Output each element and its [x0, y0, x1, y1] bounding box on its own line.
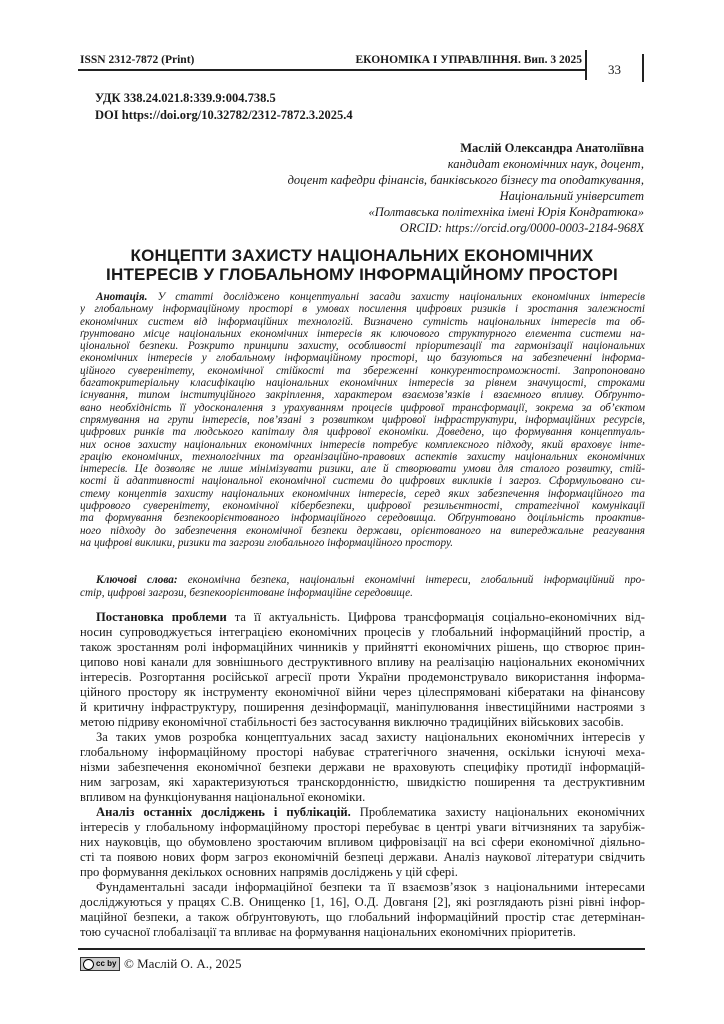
paragraph-problem [80, 610, 645, 730]
body-line: досліджуються у працях С.В. Онищенко [1, 16], О.Д. Довганя [2], які розглядають різні рівні інфор- [80, 895, 645, 909]
author-affiliation: «Полтавська політехніка імені Юрія Кондратюка» [368, 205, 644, 219]
author-orcid[interactable]: ORCID: https://orcid.org/0000-0003-2184-968X [399, 221, 644, 235]
author-affiliation: кандидат економічних наук, доцент, [447, 157, 644, 171]
abstract [80, 291, 645, 549]
cc-license-badge[interactable] [80, 957, 120, 971]
abstract-line: кості й адаптивності національної економічної системи до цифрових викликів і загроз. Сформульовано си- [80, 475, 645, 488]
abstract-line: інтересів. Це дозволяє не лише мінімізувати ризики, але й створювати умови для сталого розвитку, стій- [80, 463, 645, 476]
paragraph-conditions [80, 730, 645, 805]
body-text: та її актуальність. Цифрова трансформація соціально-економічних від- [226, 610, 645, 624]
body-line: ципово нові канали для зовнішнього деструктивного впливу на реалізацію національних економічних [80, 655, 645, 669]
body-line: глобальному інформаційному просторі набуває стратегічного значення, оскільки існуючі меха- [80, 745, 645, 759]
abstract-line: на цифрові виклики, ризики та загрози глобального інформаційного простору. [80, 536, 454, 549]
keywords-line [80, 574, 645, 587]
body-line: ційного простору як інструменту економічної війни через цілеспрямовані кібератаки на фінансову [80, 685, 645, 699]
body-line: Фундаментальні засади інформаційної безпеки та її взаємозв’язок з національними інтересами [96, 880, 645, 894]
keywords-line: стір, цифрові загрози, безпекоорієнтоване інформаційне середовище. [80, 586, 413, 599]
abstract-line: багатокритеріальну класифікацію національних економічних інтересів за рівнем значущості, строками [80, 377, 645, 390]
header-divider [585, 50, 587, 80]
abstract-line: ціональної безпеки. Розкрито принципи захисту, особливості пріоритезації та гармонізації національних [80, 340, 645, 353]
paragraph-analysis [80, 805, 645, 880]
issn: ISSN 2312-7872 (Print) [80, 54, 195, 66]
abstract-line: грацію економічних, технологічних та організаційно-правових аспектів захисту національних економічних [80, 450, 645, 463]
copyright: © Маслій О. А., 2025 [124, 956, 242, 971]
abstract-line: ґрунтовано місце національних економічних інтересів як ключового структурного елемента системи на- [80, 327, 645, 340]
body-line: носин супроводжується інтеграцією економічних процесів у глобальний інформаційний простір, а [80, 625, 645, 639]
body-line: інтересів. Розгортання російської агресії проти України продемонструвало використання інформа- [80, 670, 645, 684]
abstract-line: спрямування на групи інтересів, пов’язані з розвитком цифрової інфраструктури, інформаційних ресурсів, [80, 413, 645, 426]
body-line: нізми забезпечення економічної безпеки держави не враховують специфіку протидії інформацій- [80, 760, 645, 774]
body-line: ним загрозам, які характеризуються транскордонністю, швидкістю поширення та деструктивним [80, 775, 645, 789]
header-rule [78, 69, 586, 71]
body-line [80, 610, 645, 625]
abstract-line: у глобальному інформаційному просторі в умовах посилення цифрових ризиків і зростання залежності [80, 303, 645, 316]
abstract-line: та формування безпекоорієнтованого інформаційного середовища. Обґрунтовано доцільність проактив- [80, 512, 645, 525]
body-line: тою сучасної глобалізації та впливає на формування національних економічних пріоритетів. [80, 925, 576, 939]
body-line: За таких умов розробка концептуальних засад захисту національних економічних інтересів у [96, 730, 645, 744]
keywords-text: економічна безпека, національні економічні інтереси, глобальний інформаційний про- [177, 574, 645, 586]
body-line: також зростанням ролі інформаційних чинників у прийнятті економічних рішень, що створює прин- [80, 640, 645, 654]
paragraph-fundamentals [80, 880, 645, 940]
abstract-line [80, 291, 645, 303]
header-divider-right [642, 54, 644, 82]
abstract-line: існування, типом інституційного закріплення, характером взаємозв’язків і взаємного впливу. Обґрунто- [80, 389, 645, 402]
title-line: ІНТЕРЕСІВ У ГЛОБАЛЬНОМУ ІНФОРМАЦІЙНОМУ ПРОСТОРІ [106, 265, 618, 284]
abstract-label: Анотація. [96, 291, 148, 303]
body-line: сті та появою нових форм загроз економічній безпеці держави. Аналіз наукової літератури свідчить [80, 850, 645, 864]
body-line: метою підриву економічної стабільності без застосування виключно традиційних військових засобів. [80, 715, 624, 729]
author-affiliation: Національний університет [499, 189, 644, 203]
abstract-line: цифрових ринків та людського капіталу для цифрової економіки. Доведено, що формування концептуаль- [80, 426, 645, 439]
abstract-line: ного підходу до забезпечення економічної безпеки держави, орієнтованого на випереджальне реагування [80, 524, 645, 537]
abstract-line: них основ захисту національних економічних інтересів потребує комплексного підходу, який враховує інте- [80, 438, 645, 451]
body-line [80, 805, 645, 820]
body-line: інтересів у глобальному інформаційному просторі перебуває в центрі уваги вітчизняних та зарубіж- [80, 820, 645, 834]
license-badge-label: cc by [96, 959, 117, 968]
page-number: 33 [608, 62, 621, 77]
article-title [60, 246, 664, 284]
udc: УДК 338.24.021.8:339.9:004.738.5 [95, 91, 276, 105]
author-affiliation: доцент кафедри фінансів, банківського бізнесу та оподаткування, [287, 173, 644, 187]
body-text: Проблематика захисту національних економічних [350, 805, 645, 819]
body-line: впливом на функціонування національної економіки. [80, 790, 366, 804]
doi[interactable]: DOI https://doi.org/10.32782/2312-7872.3.2025.4 [95, 108, 353, 122]
author-name: Маслій Олександра Анатоліївна [460, 141, 644, 155]
article-body [80, 610, 645, 940]
abstract-line: економічних систем від інформаційних технологій. Визначено сутність національних інтересів та об- [80, 315, 645, 328]
abstract-text: У статті досліджено концептуальні засади захисту національних економічних інтересів [147, 291, 645, 303]
abstract-line: стему концептів захисту національних економічних інтересів, серед яких забезпечення інформаційного та [80, 487, 645, 500]
abstract-line: ційного суверенітету, економічної стійкості та збереженні конкурентоспроможності. Запропоновано [80, 364, 645, 377]
keywords-label: Ключові слова: [96, 574, 178, 586]
abstract-line: цифрового суверенітету, економічної кібербезпеки, цифрової резильєнтності, стратегічної комунікації [80, 500, 645, 513]
body-line: них науковців, що обумовлено зростаючим впливом цифровізації на всі сфери економічної діяльно- [80, 835, 645, 849]
body-line: й критичну інфраструктуру, поширення дезінформації, маніпулювання інвестиційними настроями з [80, 700, 645, 714]
section-heading: Аналіз останніх досліджень і публікацій. [96, 805, 351, 819]
journal-title: ЕКОНОМІКА І УПРАВЛІННЯ. Вип. 3 2025 [355, 54, 582, 66]
body-line: маційної безпеки, а також обґрунтовують, що глобальний інформаційний простір стає детермінан- [80, 910, 645, 924]
title-line: КОНЦЕПТИ ЗАХИСТУ НАЦІОНАЛЬНИХ ЕКОНОМІЧНИХ [130, 246, 594, 265]
abstract-line: вано необхідність її удосконалення з урахуванням процесів цифрової трансформації, зокрема за об’єктом [80, 401, 645, 414]
cc-license-icon [83, 959, 94, 970]
keywords [80, 574, 645, 599]
author-block [288, 140, 644, 236]
abstract-line: економічних інтересів у глобальному інформаційному просторі, що базуються на забезпеченні інформа- [80, 352, 645, 365]
footer-rule [78, 948, 645, 950]
body-line: про формування декількох основних напрямів досліджень у цій сфері. [80, 865, 458, 879]
section-heading: Постановка проблеми [96, 610, 227, 624]
